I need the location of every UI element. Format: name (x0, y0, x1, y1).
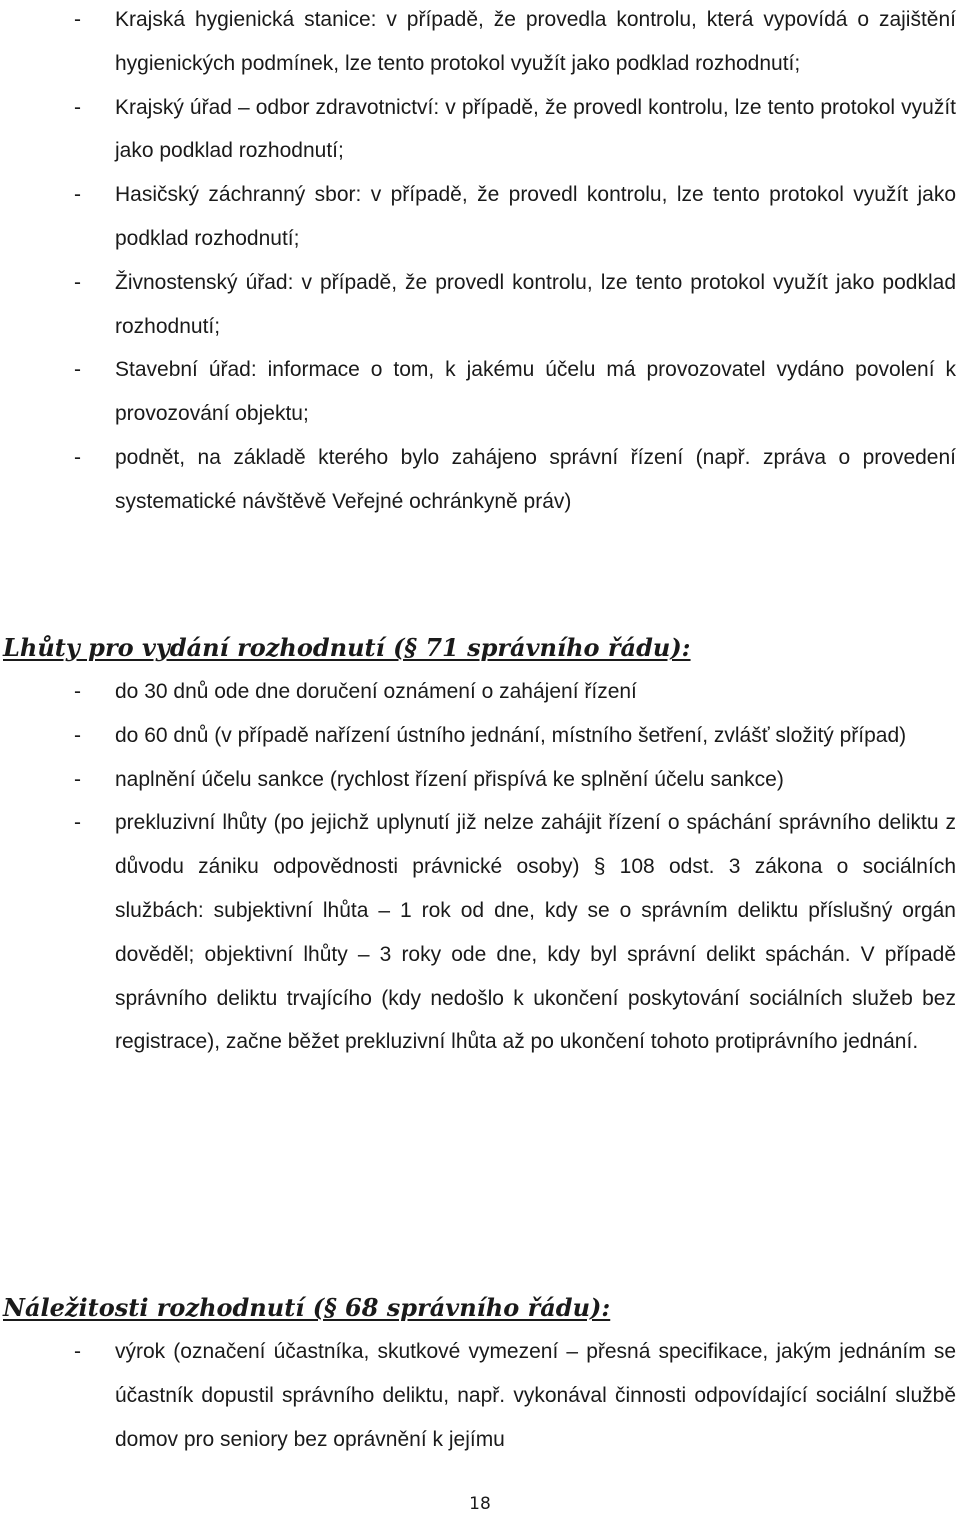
list-item (0, 173, 960, 261)
list-dash: - (74, 767, 81, 791)
list-dash: - (74, 1340, 81, 1363)
list-item-text: Stavební úřad: informace o tom, k jakému účelu má provozovatel vydáno povolení k provozování objektu; (115, 358, 956, 426)
list-dash: - (74, 8, 81, 31)
institutions-list (0, 0, 960, 524)
list-dash: - (74, 680, 81, 703)
list-item-text: Krajský úřad – odbor zdravotnictví: v případě, že provedl kontrolu, lze tento protokol využít jako podklad rozhodnutí; (115, 95, 956, 163)
list-item-text: Krajská hygienická stanice: v případě, že provedla kontrolu, která vypovídá o zajištění hygienických podmínek, lze tento protokol využít jako podklad rozhodnutí; (115, 8, 956, 75)
list-dash: - (74, 95, 81, 119)
list-item-text: do 60 dnů (v případě nařízení ústního jednání, místního šetření, zvlášť složitý případ) (115, 723, 907, 747)
requirements-list (0, 1330, 960, 1461)
list-item (0, 436, 960, 524)
list-item (0, 1330, 960, 1461)
list-dash: - (74, 723, 81, 747)
list-item (0, 261, 960, 349)
list-item-text: výrok (označení účastníka, skutkové vymezení – přesná specifikace, jakým jednáním se účastník dopustil správního deliktu, např. vykonával činnosti odpovídající sociální službě domov pro seniory bez oprávnění k jejímu (115, 1340, 956, 1451)
page-number: 18 (469, 1494, 491, 1514)
deadlines-list (0, 670, 960, 1064)
list-item (0, 670, 960, 714)
list-item-text: naplnění účelu sankce (rychlost řízení přispívá ke splnění účelu sankce) (115, 767, 784, 791)
list-dash: - (74, 445, 81, 469)
list-item (0, 86, 960, 174)
list-item (0, 714, 960, 758)
list-item-text: Hasičský záchranný sbor: v případě, že provedl kontrolu, lze tento protokol využít jako podklad rozhodnutí; (115, 183, 956, 250)
section-heading-deadlines: Lhůty pro vydání rozhodnutí (§ 71 správního řádu): (3, 633, 691, 662)
list-dash: - (74, 183, 81, 207)
list-item (0, 801, 960, 1064)
list-item-text: prekluzivní lhůty (po jejichž uplynutí již nelze zahájit řízení o spáchání správního deliktu z důvodu zániku odpovědnosti právnické osoby) § 108 odst. 3 zákona o sociálních službách: subjektivní lhůta – 1 rok od dne, kdy se o správním deliktu příslušný orgán dověděl; objektivní lhůty – 3 roky ode dne, kdy byl správní delikt spáchán. V případě správního deliktu trvajícího (kdy nedošlo k ukončení poskytování sociálních služeb bez registrace), začne běžet prekluzivní lhůta až po ukončení tohoto protiprávního jednání. (115, 811, 956, 1054)
list-item (0, 758, 960, 802)
list-item (0, 0, 960, 86)
list-dash: - (74, 270, 81, 294)
list-item-text: Živnostenský úřad: v případě, že provedl kontrolu, lze tento protokol využít jako podklad rozhodnutí; (115, 270, 956, 338)
list-item (0, 348, 960, 436)
list-dash: - (74, 811, 81, 835)
list-item-text: do 30 dnů ode dne doručení oznámení o zahájení řízení (115, 680, 637, 703)
list-item-text: podnět, na základě kterého bylo zahájeno správní řízení (např. zpráva o provedení systematické návštěvě Veřejné ochránkyně práv) (115, 445, 956, 513)
section-heading-requirements: Náležitosti rozhodnutí (§ 68 správního řádu): (3, 1293, 611, 1322)
list-dash: - (74, 358, 81, 382)
